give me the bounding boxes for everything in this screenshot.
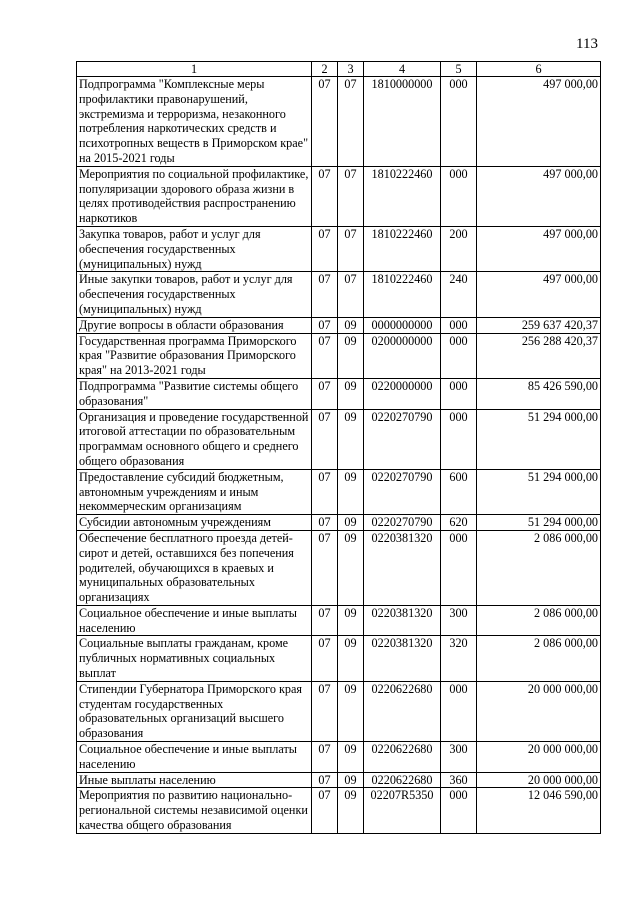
row-subsection: 07 xyxy=(338,166,364,226)
row-target-code: 0220381320 xyxy=(364,636,441,681)
row-target-code: 0220270790 xyxy=(364,515,441,531)
row-amount: 497 000,00 xyxy=(477,272,601,317)
row-section: 07 xyxy=(312,515,338,531)
row-section: 07 xyxy=(312,469,338,514)
row-expense-type: 240 xyxy=(441,272,477,317)
row-name: Субсидии автономным учреждениям xyxy=(77,515,312,531)
row-target-code: 0220381320 xyxy=(364,605,441,636)
table-row xyxy=(77,469,601,514)
row-name: Социальное обеспечение и иные выплаты населению xyxy=(77,605,312,636)
row-expense-type: 000 xyxy=(441,788,477,833)
row-section: 07 xyxy=(312,742,338,773)
row-subsection: 09 xyxy=(338,636,364,681)
row-expense-type: 360 xyxy=(441,772,477,788)
row-section: 07 xyxy=(312,378,338,409)
row-subsection: 07 xyxy=(338,226,364,271)
row-amount: 51 294 000,00 xyxy=(477,515,601,531)
row-amount: 497 000,00 xyxy=(477,226,601,271)
row-section: 07 xyxy=(312,772,338,788)
row-section: 07 xyxy=(312,272,338,317)
row-target-code: 0220000000 xyxy=(364,378,441,409)
table-row xyxy=(77,166,601,226)
row-expense-type: 620 xyxy=(441,515,477,531)
row-name: Предоставление субсидий бюджетным, автономным учреждениям и иным некоммерческим организациям xyxy=(77,469,312,514)
row-amount: 497 000,00 xyxy=(477,166,601,226)
row-expense-type: 000 xyxy=(441,333,477,378)
row-subsection: 09 xyxy=(338,333,364,378)
row-name: Подпрограмма "Комплексные меры профилактики правонарушений, экстремизма и терроризма, незаконного потребления наркотических средств и психотропных веществ в Приморском крае" на 2015-2021 годы xyxy=(77,77,312,167)
row-amount: 259 637 420,37 xyxy=(477,317,601,333)
row-name: Стипендии Губернатора Приморского края студентам государственных образовательных организаций высшего образования xyxy=(77,681,312,741)
row-name: Организация и проведение государственной итоговой аттестации по образовательным программам основного общего и среднего общего образования xyxy=(77,409,312,469)
row-section: 07 xyxy=(312,317,338,333)
row-section: 07 xyxy=(312,226,338,271)
row-target-code: 1810222460 xyxy=(364,226,441,271)
row-name: Подпрограмма "Развитие системы общего образования" xyxy=(77,378,312,409)
row-expense-type: 000 xyxy=(441,77,477,167)
column-header-3: 3 xyxy=(338,62,364,77)
budget-table xyxy=(76,61,601,834)
row-subsection: 09 xyxy=(338,409,364,469)
row-expense-type: 600 xyxy=(441,469,477,514)
table-row xyxy=(77,530,601,605)
row-subsection: 09 xyxy=(338,530,364,605)
table-row xyxy=(77,772,601,788)
row-amount: 51 294 000,00 xyxy=(477,409,601,469)
row-amount: 12 046 590,00 xyxy=(477,788,601,833)
table-row xyxy=(77,409,601,469)
column-header-4: 4 xyxy=(364,62,441,77)
table-row xyxy=(77,788,601,833)
row-subsection: 09 xyxy=(338,515,364,531)
row-amount: 2 086 000,00 xyxy=(477,636,601,681)
row-subsection: 09 xyxy=(338,317,364,333)
row-target-code: 0220622680 xyxy=(364,742,441,773)
row-target-code: 0220622680 xyxy=(364,772,441,788)
row-expense-type: 300 xyxy=(441,605,477,636)
column-header-2: 2 xyxy=(312,62,338,77)
row-target-code: 1810222460 xyxy=(364,272,441,317)
row-section: 07 xyxy=(312,409,338,469)
table-header-row xyxy=(77,62,601,77)
row-expense-type: 000 xyxy=(441,378,477,409)
row-name: Государственная программа Приморского края "Развитие образования Приморского края" на 2013-2021 годы xyxy=(77,333,312,378)
row-subsection: 07 xyxy=(338,77,364,167)
table-row xyxy=(77,77,601,167)
row-target-code: 0220622680 xyxy=(364,681,441,741)
row-amount: 20 000 000,00 xyxy=(477,681,601,741)
row-name: Другие вопросы в области образования xyxy=(77,317,312,333)
row-subsection: 09 xyxy=(338,788,364,833)
row-expense-type: 000 xyxy=(441,530,477,605)
table-row xyxy=(77,333,601,378)
row-section: 07 xyxy=(312,530,338,605)
page-number: 113 xyxy=(576,36,598,52)
table-row xyxy=(77,636,601,681)
row-section: 07 xyxy=(312,166,338,226)
table-row xyxy=(77,605,601,636)
row-target-code: 0220270790 xyxy=(364,469,441,514)
row-name: Социальные выплаты гражданам, кроме публичных нормативных социальных выплат xyxy=(77,636,312,681)
table-row xyxy=(77,272,601,317)
row-subsection: 09 xyxy=(338,378,364,409)
row-expense-type: 200 xyxy=(441,226,477,271)
row-target-code: 02207R5350 xyxy=(364,788,441,833)
row-amount: 85 426 590,00 xyxy=(477,378,601,409)
table-row xyxy=(77,681,601,741)
row-section: 07 xyxy=(312,605,338,636)
row-subsection: 09 xyxy=(338,742,364,773)
row-name: Обеспечение бесплатного проезда детей-сирот и детей, оставшихся без попечения родителей, обучающихся в краевых и муниципальных образовательных организациях xyxy=(77,530,312,605)
row-target-code: 0000000000 xyxy=(364,317,441,333)
table-row xyxy=(77,378,601,409)
table-row xyxy=(77,317,601,333)
row-expense-type: 000 xyxy=(441,681,477,741)
row-target-code: 1810222460 xyxy=(364,166,441,226)
column-header-5: 5 xyxy=(441,62,477,77)
row-amount: 256 288 420,37 xyxy=(477,333,601,378)
row-amount: 2 086 000,00 xyxy=(477,605,601,636)
row-expense-type: 320 xyxy=(441,636,477,681)
row-section: 07 xyxy=(312,333,338,378)
row-subsection: 09 xyxy=(338,772,364,788)
column-header-6: 6 xyxy=(477,62,601,77)
table-row xyxy=(77,515,601,531)
row-name: Мероприятия по социальной профилактике, популяризации здорового образа жизни в целях противодействия распространению наркотиков xyxy=(77,166,312,226)
row-amount: 51 294 000,00 xyxy=(477,469,601,514)
row-section: 07 xyxy=(312,788,338,833)
row-amount: 497 000,00 xyxy=(477,77,601,167)
row-amount: 20 000 000,00 xyxy=(477,742,601,773)
row-section: 07 xyxy=(312,636,338,681)
row-name: Социальное обеспечение и иные выплаты населению xyxy=(77,742,312,773)
row-expense-type: 000 xyxy=(441,317,477,333)
row-expense-type: 000 xyxy=(441,409,477,469)
row-name: Иные выплаты населению xyxy=(77,772,312,788)
table-row xyxy=(77,742,601,773)
row-section: 07 xyxy=(312,681,338,741)
row-name: Мероприятия по развитию национально-региональной системы независимой оценки качества общего образования xyxy=(77,788,312,833)
row-subsection: 07 xyxy=(338,272,364,317)
table-row xyxy=(77,226,601,271)
row-section: 07 xyxy=(312,77,338,167)
row-expense-type: 300 xyxy=(441,742,477,773)
row-name: Иные закупки товаров, работ и услуг для обеспечения государственных (муниципальных) нужд xyxy=(77,272,312,317)
row-target-code: 1810000000 xyxy=(364,77,441,167)
row-subsection: 09 xyxy=(338,605,364,636)
row-target-code: 0200000000 xyxy=(364,333,441,378)
row-target-code: 0220270790 xyxy=(364,409,441,469)
row-amount: 20 000 000,00 xyxy=(477,772,601,788)
row-subsection: 09 xyxy=(338,469,364,514)
row-expense-type: 000 xyxy=(441,166,477,226)
row-subsection: 09 xyxy=(338,681,364,741)
row-name: Закупка товаров, работ и услуг для обеспечения государственных (муниципальных) нужд xyxy=(77,226,312,271)
row-target-code: 0220381320 xyxy=(364,530,441,605)
row-amount: 2 086 000,00 xyxy=(477,530,601,605)
column-header-1: 1 xyxy=(77,62,312,77)
